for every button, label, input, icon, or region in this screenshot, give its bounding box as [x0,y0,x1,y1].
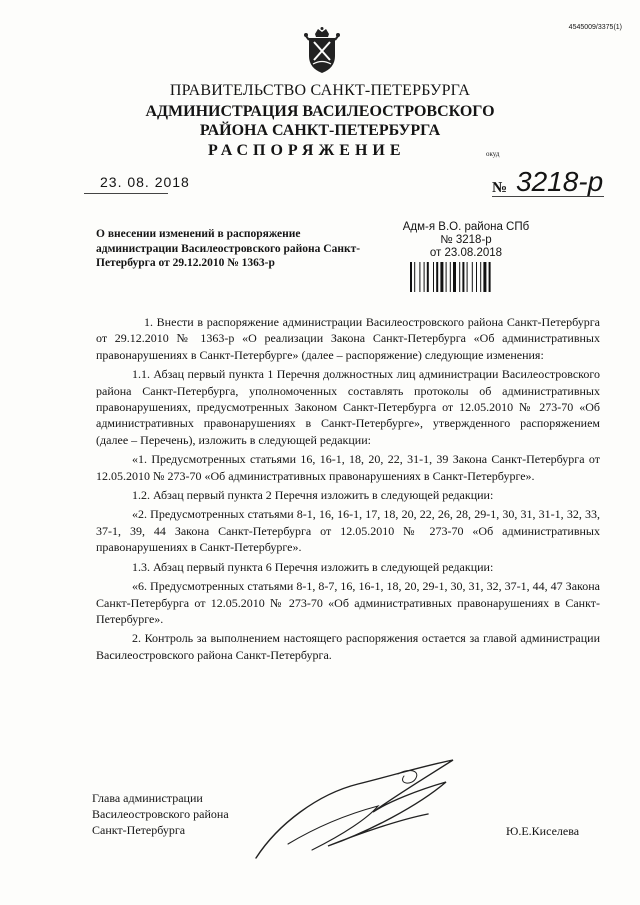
signatory-name: Ю.Е.Киселева [506,824,580,838]
position-line-2: Василеостровского района [92,807,229,821]
barcode-bar [459,262,460,292]
registration-stamp [386,221,546,260]
document-subject: О внесении изменений в распоряжение администрации Василеостровского района Санкт-Петербурга от 29.12.2010 № 1363-р [96,228,361,269]
okud-label: окуд [486,150,500,158]
barcode-bar [453,262,456,292]
stamp-line-2: № 3218-р [440,234,492,246]
barcode-bar [483,262,486,292]
position-line-3: Санкт-Петербурга [92,823,186,837]
barcode-bar [424,262,425,292]
position-line-1: Глава администрации [92,791,203,805]
barcode-bar [436,262,438,292]
barcode-bar [440,262,443,292]
barcode-bar [480,262,481,292]
number-sign: № [492,180,508,196]
paragraph-1-2-text: «2. Предусмотренных статьями 8-1, 16, 16-1, 17, 18, 20, 22, 26, 28, 29-1, 30, 31, 31-1, 32, 33, 37-1, 39, 44 Закона Санкт-Петербурга от 12.05.2010 № 273-70 «Об административных правонарушениях в Санкт-Петербурге». [96,507,600,555]
paragraph-1-2: 1.2. Абзац первый пункта 2 Перечня изложить в следующей редакции: [132,488,494,503]
document-date: 23. 08. 2018 [100,174,190,190]
barcode-bar [410,262,412,292]
barcode-bar [446,262,447,292]
barcode-bar [414,262,415,292]
stamp-line-1: Адм-я В.О. района СПб [402,221,530,233]
barcode-bar [462,262,464,292]
barcode-bar [427,262,429,292]
barcode-icon [410,262,506,292]
barcode-bar [419,262,420,292]
administration-line-1: АДМИНИСТРАЦИЯ ВАСИЛЕОСТРОВСКОГО [145,103,495,120]
handwritten-signature [248,754,468,870]
paragraph-2: 2. Контроль за выполнением настоящего распоряжения остается за главой администрации Василеостровского района Санкт-Петербурга. [96,631,600,662]
document-body [96,314,600,666]
barcode-bar [450,262,451,292]
paragraph-1-3: 1.3. Абзац первый пункта 6 Перечня изложить в следующей редакции: [132,559,494,574]
document-type: РАСПОРЯЖЕНИЕ [208,142,406,159]
paragraph-1: 1. Внести в распоряжение администрации Василеостровского района Санкт-Петербурга от 29.12.2010 № 1363-р «О реализации Закона Санкт-Петербурга «Об административных правонарушениях в Санкт-Петербурге» (далее – распоряжение) следующие изменения: [96,315,600,362]
date-underline [84,193,168,194]
barcode-bar [489,262,491,292]
number-underline [492,196,604,197]
paragraph-1-1-text: «1. Предусмотренных статьями 16, 16-1, 18, 20, 22, 31-1, 39 Закона Санкт-Петербурга от 12.05.2010 № 273-70 «Об административных правонарушениях в Санкт-Петербурге». [96,452,600,483]
barcode-bar [467,262,468,292]
barcode-bar [433,262,434,292]
administration-heading [0,102,640,140]
paragraph-1-1: 1.1. Абзац первый пункта 1 Перечня должностных лиц администрации Василеостровского района Санкт-Петербурга, уполномоченных составлять протоколы об административных правонарушениях, предусмотренных Законом Санкт-Петербурга от 12.05.2010 № 273-70 «Об административных правонарушениях в Санкт-Петербурге», утвержденного распоряжением (далее – Перечень), изложить в следующей редакции: [96,367,600,447]
barcode-bar [476,262,477,292]
document-number: 3218-р [516,166,604,197]
government-heading: ПРАВИТЕЛЬСТВО САНКТ-ПЕТЕРБУРГА [169,82,471,99]
document-id: 4545009/3375(1) [568,24,622,31]
paragraph-1-3-text: «6. Предусмотренных статьями 8-1, 8-7, 16, 16-1, 18, 20, 29-1, 30, 31, 32, 37-1, 44, 47 Закона Санкт-Петербурга от 12.05.2010 № 273-70 «Об административных правонарушениях в Санкт-Петербурге». [96,579,600,626]
stamp-line-3: от 23.08.2018 [429,247,503,259]
coat-of-arms-icon [304,26,340,76]
barcode-bar [472,262,473,292]
administration-line-2: РАЙОНА САНКТ-ПЕТЕРБУРГА [199,122,441,139]
signatory-position [92,790,229,838]
